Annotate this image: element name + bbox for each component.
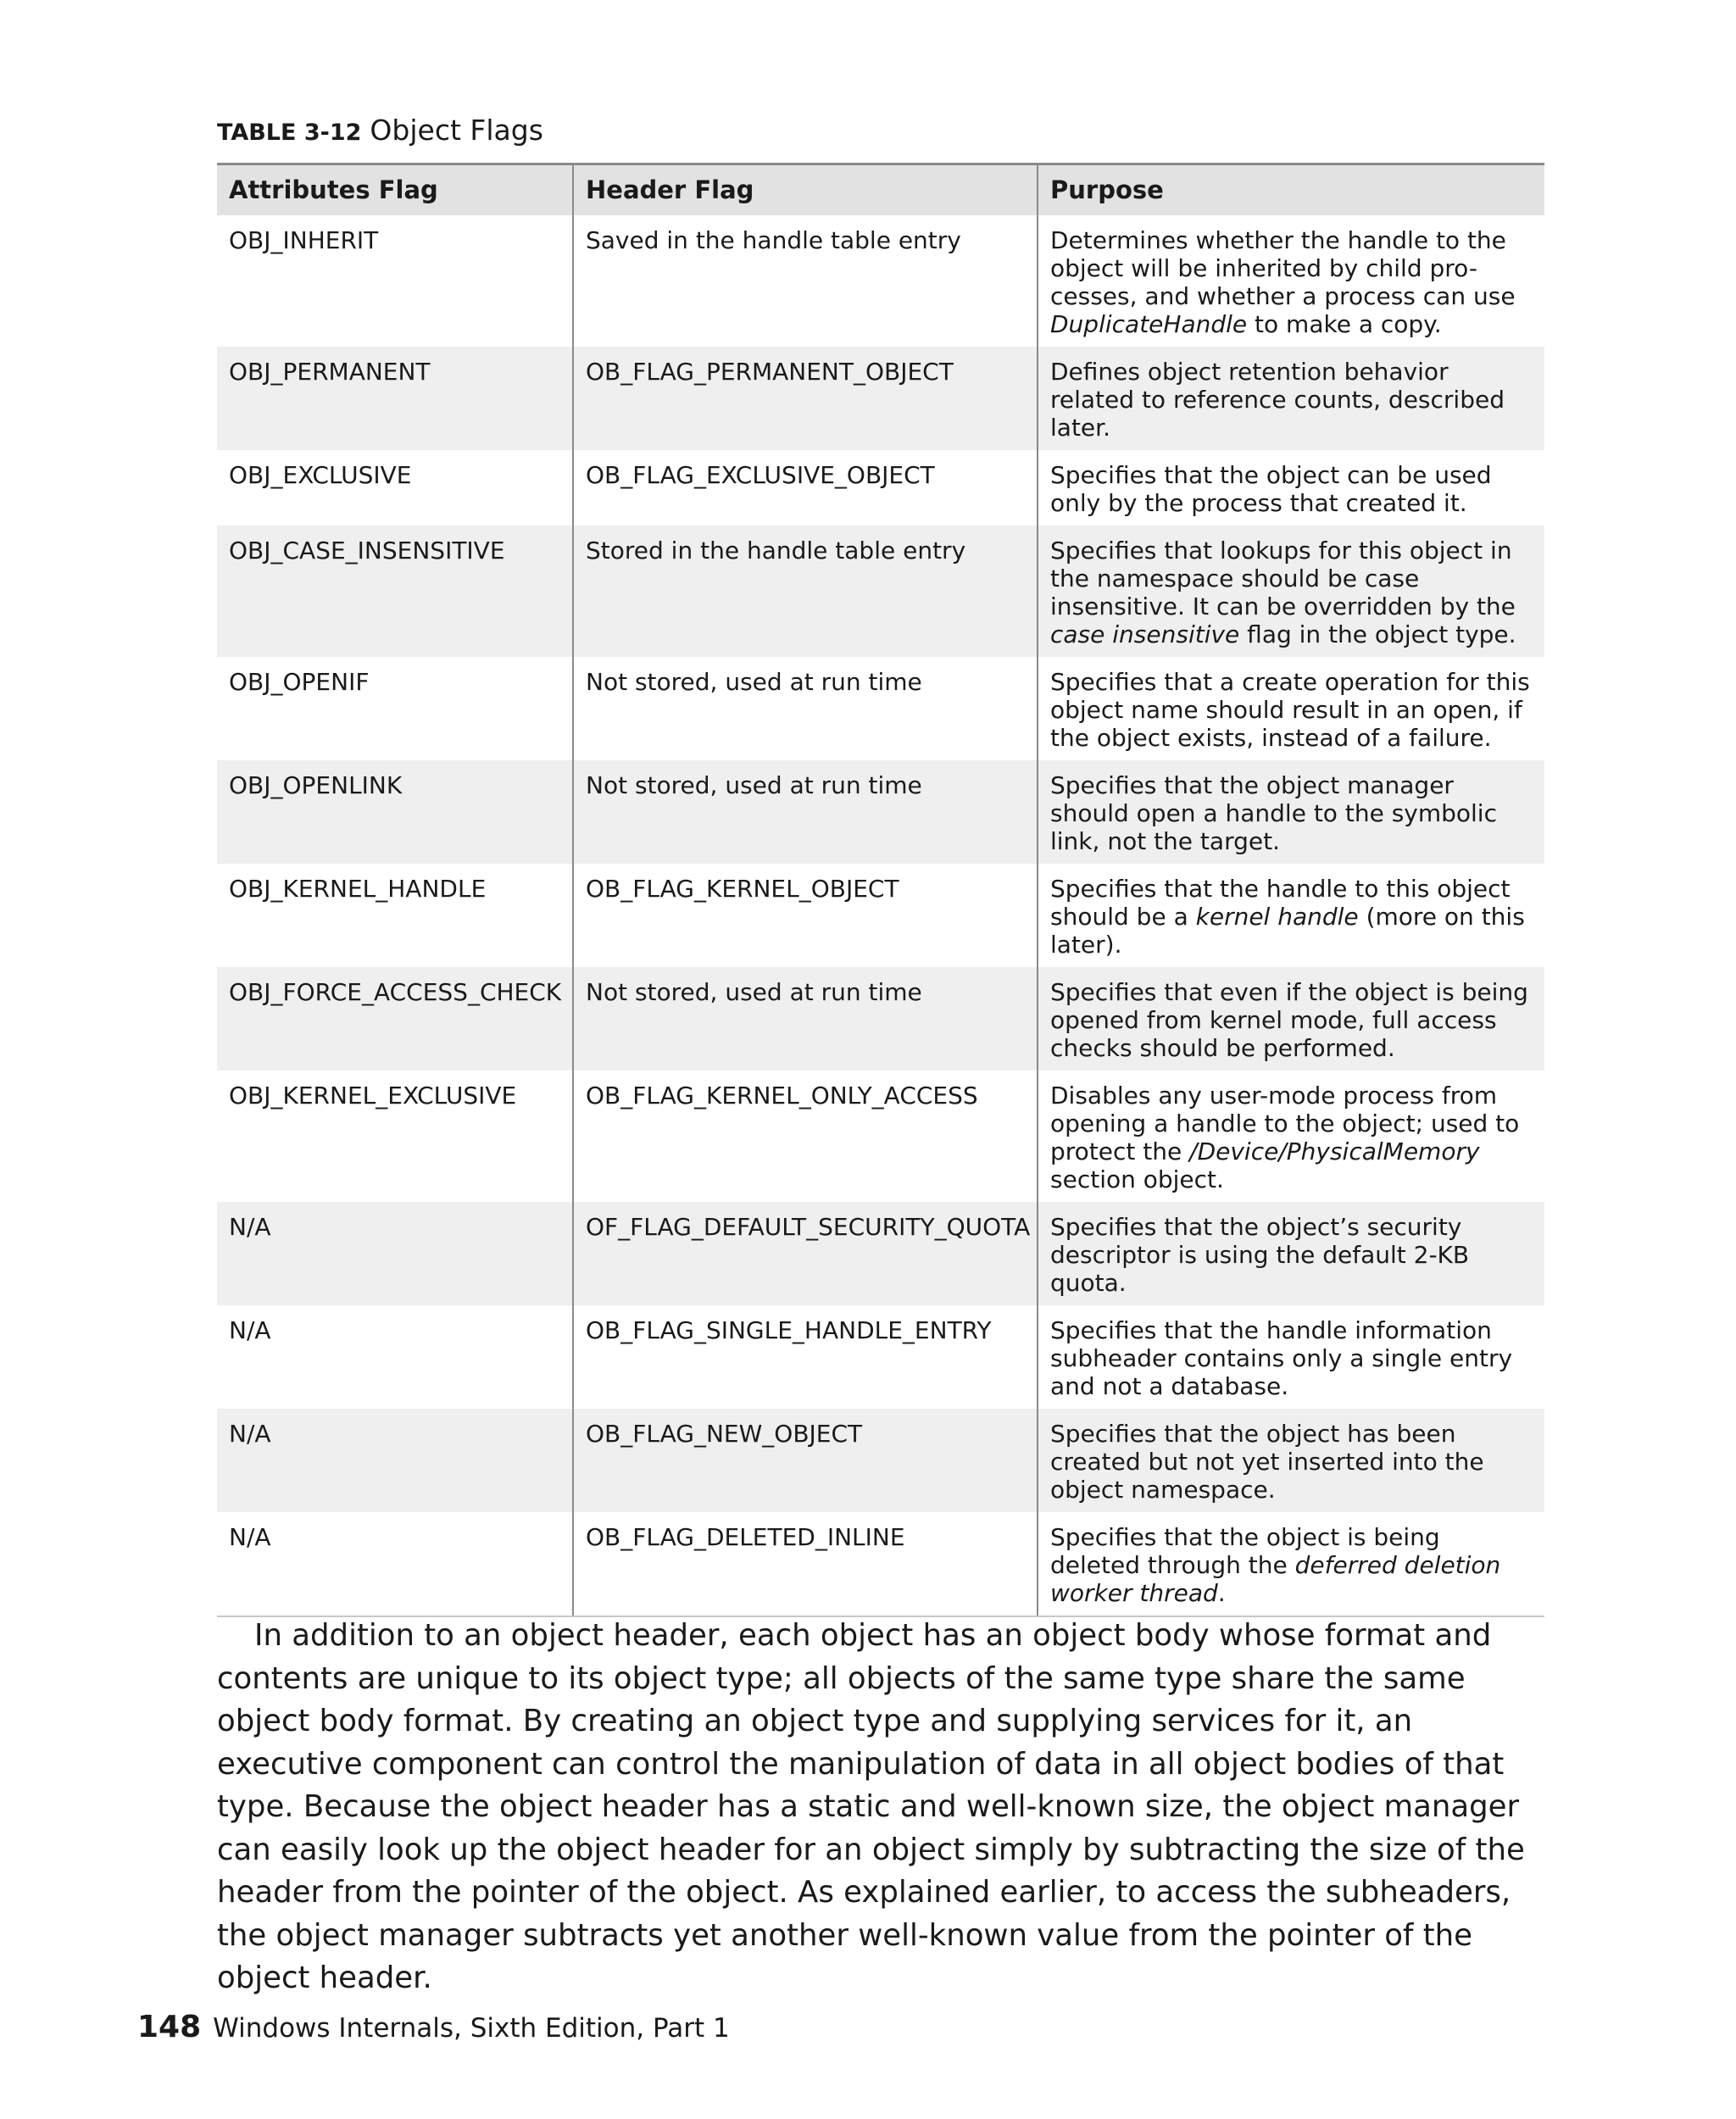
table-row [217,215,1544,347]
cell-header-flag: OB_FLAG_EXCLUSIVE_OBJECT [573,450,1038,526]
purpose-italic-text: kernel handle [1195,903,1359,931]
cell-header-flag: Saved in the handle table entry [573,215,1038,347]
cell-header-flag: Not stored, used at run time [573,657,1038,760]
table-row [217,1071,1544,1202]
cell-attributes-flag: OBJ_INHERIT [229,226,379,254]
purpose-text: Specifies that the object has been created but not yet inserted into the object namespace. [1050,1420,1484,1504]
table-row [217,1305,1544,1409]
page-footer [137,2009,730,2047]
cell-purpose [1038,864,1544,967]
cell-attributes-flag: OBJ_CASE_INSENSITIVE [217,526,573,657]
cell-attributes-flag: N/A [229,1316,271,1344]
purpose-text: Specifies that the object can be used only by the process that created it. [1050,461,1492,517]
cell-header-flag: OF_FLAG_DEFAULT_SECURITY_QUOTA [573,1202,1038,1305]
table-row [217,760,1544,864]
cell-attributes-flag: OBJ_OPENLINK [217,760,573,864]
table-row [217,526,1544,657]
table-row [217,1512,1544,1616]
purpose-italic-text: /Device/PhysicalMemory [1189,1137,1480,1165]
table-title: Object Flags [370,114,543,147]
purpose-text: Specifies that a create operation for this object name should result in an open, if the object exists, instead of a failure. [1050,668,1530,752]
purpose-text: . [1217,1579,1226,1607]
cell-purpose [1038,450,1544,526]
cell-purpose [1038,1202,1544,1305]
cell-header-flag: OB_FLAG_NEW_OBJECT [573,1409,1038,1512]
column-header-attributes-flag: Attributes Flag [217,164,573,216]
cell-attributes-flag: OBJ_FORCE_ACCESS_CHECK [217,967,573,1071]
purpose-text: Specifies that the handle information subheader contains only a single entry and not a database. [1050,1316,1513,1400]
cell-header-flag: OB_FLAG_KERNEL_OBJECT [573,864,1038,967]
table-caption [217,112,543,152]
cell-purpose [1038,526,1544,657]
purpose-text: flag in the object type. [1239,620,1516,648]
purpose-text: Specifies that the handle to this object should be a [1050,875,1511,931]
cell-attributes-flag: N/A [217,1409,573,1512]
cell-purpose [1038,967,1544,1071]
table-body [217,215,1544,1616]
purpose-italic-text: case insensitive [1050,620,1240,648]
purpose-text: Defines object retention behavior related to reference counts, described later. [1050,358,1505,442]
cell-purpose [1038,760,1544,864]
purpose-text: Specifies that the object is being deleted through the [1050,1523,1440,1579]
cell-header-flag: Not stored, used at run time [573,967,1038,1071]
purpose-italic-text: DuplicateHandle [1050,310,1248,338]
table-row [217,1202,1544,1305]
table-row [217,1409,1544,1512]
cell-header-flag: OB_FLAG_SINGLE_HANDLE_ENTRY [573,1305,1038,1409]
cell-header-flag: Not stored, used at run time [573,760,1038,864]
purpose-text: (more on this later). [1050,903,1525,959]
table-row [217,864,1544,967]
purpose-text: Determines whether the handle to the object will be inherited by child pro-cesses, and whether a process can use [1050,226,1516,310]
purpose-text: section object. [1050,1165,1224,1193]
cell-purpose [1038,215,1544,347]
cell-header-flag: OB_FLAG_PERMANENT_OBJECT [573,347,1038,450]
cell-attributes-flag: OBJ_KERNEL_HANDLE [229,875,487,903]
table-header-row [217,164,1544,216]
purpose-text: Specifies that the object’s security descriptor is using the default 2-KB quota. [1050,1213,1470,1297]
purpose-text: to make a copy. [1247,310,1442,338]
cell-purpose [1038,347,1544,450]
cell-attributes-flag: OBJ_EXCLUSIVE [229,461,412,489]
body-paragraph: In addition to an object header, each object has an object body whose format and contents are unique to its object type; all objects of the same type share the same object body format. By creating an object type and supplying services for it, an executive component can control the manipulation of data in all object bodies of that type. Because the object header has a static and well-known size, the object manager can easily look up the object header for an object simply by subtracting the size of the header from the pointer of the object. As explained earlier, to access the subheaders, the object manager subtracts yet another well-known value from the pointer of the object header. [217,1618,1525,1995]
cell-attributes-flag: N/A [217,1512,573,1616]
cell-purpose [1038,1071,1544,1202]
cell-attributes-flag: N/A [217,1202,573,1305]
cell-header-flag: Stored in the handle table entry [573,526,1038,657]
cell-attributes-flag: OBJ_OPENIF [229,668,370,696]
cell-header-flag: OB_FLAG_KERNEL_ONLY_ACCESS [573,1071,1038,1202]
table-row [217,967,1544,1071]
table-row [217,450,1544,526]
cell-purpose [1038,657,1544,760]
object-flags-table [217,163,1544,1617]
purpose-text: Disables any user-mode process from opening a handle to the object; used to protect the [1050,1082,1520,1165]
column-header-purpose: Purpose [1038,164,1544,216]
table-row [217,657,1544,760]
book-title: Windows Internals, Sixth Edition, Part 1 [213,2013,730,2044]
purpose-text: Specifies that the object manager should open a handle to the symbolic link, not the target. [1050,771,1497,855]
page-number: 148 [137,2010,202,2044]
cell-header-flag: OB_FLAG_DELETED_INLINE [573,1512,1038,1616]
cell-purpose [1038,1512,1544,1616]
cell-purpose [1038,1409,1544,1512]
purpose-text: Specifies that lookups for this object in the namespace should be case insensitive. It can be overridden by the [1050,537,1516,620]
table-row [217,347,1544,450]
table-number: TABLE 3-12 [217,120,362,146]
column-header-header-flag: Header Flag [573,164,1038,216]
cell-attributes-flag: OBJ_PERMANENT [217,347,573,450]
cell-attributes-flag: OBJ_KERNEL_EXCLUSIVE [229,1082,517,1110]
purpose-italic-text: deferred deletion worker thread [1050,1551,1501,1607]
purpose-text: Specifies that even if the object is being opened from kernel mode, full access checks should be performed. [1050,978,1528,1062]
cell-purpose [1038,1305,1544,1409]
